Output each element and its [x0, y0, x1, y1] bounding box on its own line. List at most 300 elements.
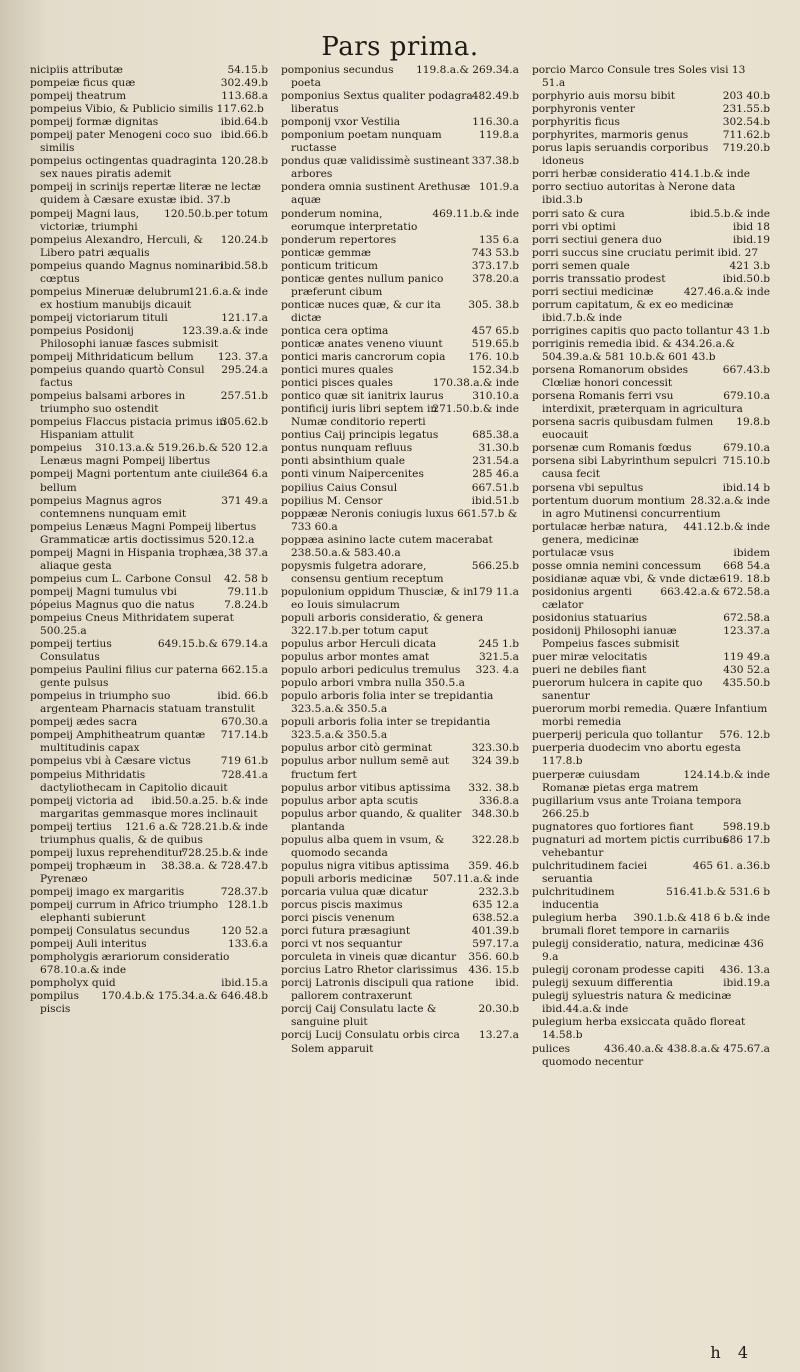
index-entry-text: pugillarium vsus ante Troiana tempora 266.25.b [532, 794, 742, 820]
index-entry-reference: 116.30.a [472, 116, 519, 129]
index-entry [281, 664, 519, 677]
index-entry-text: pugnaturi ad mortem pictis curribus vehebantur [532, 833, 729, 859]
index-entry-text: porci futura præsagiunt [281, 925, 411, 938]
index-entry [532, 664, 770, 677]
index-entry [281, 181, 519, 207]
index-entry-reference: 436.40.a.& 438.8.a.& 475.67.a [604, 1042, 770, 1055]
index-entry [281, 873, 519, 886]
index-entry [532, 612, 770, 625]
index-entry [30, 638, 268, 664]
index-entry-text: pulices quomodo necentur [532, 1042, 644, 1068]
signature-mark: h 4 [710, 1343, 754, 1362]
index-entry-reference: 79.11.b [227, 585, 268, 598]
index-entry-reference: 469.11.b.& inde [432, 207, 519, 220]
index-entry-reference: ibid.50.a.25. b.& inde [151, 794, 268, 807]
index-entry [30, 416, 268, 442]
index-entry-text: pompeij Mithridaticum bellum [30, 351, 194, 364]
index-entry-reference: 711.62.b [722, 129, 770, 142]
index-entry-text: pompeij Magni laus, victoriæ, triumphi [30, 207, 140, 233]
index-entry [281, 455, 519, 468]
index-entry-text: pontici mures quales [281, 364, 394, 377]
index-entry-text: pompeius Lenæus Magni Pompeij libertus Grammaticæ artis doctissimus 520.12.a [30, 520, 257, 546]
index-entry-text: porsena vbi sepultus [532, 481, 644, 494]
index-entry [281, 742, 519, 755]
index-entry [30, 795, 268, 821]
index-entry [281, 377, 519, 390]
index-entry [281, 560, 519, 586]
index-entry [30, 325, 268, 351]
index-entry-text: ponderum repertores [281, 233, 397, 246]
index-entry-text: porculeta in vineis quæ dicantur [281, 951, 457, 964]
index-entry-text: populus arbor montes amat [281, 651, 430, 664]
index-entry-reference: 686 17.b [722, 833, 770, 846]
index-entry [281, 247, 519, 260]
index-entry-text: porcaria vulua quæ dicatur [281, 885, 428, 898]
index-entry-text: pompeius vbi à Cæsare victus [30, 755, 191, 768]
index-entry-text: pompeij trophæum in Pyrenæo [30, 859, 147, 885]
index-entry-reference: 324 39.b [471, 755, 519, 768]
index-entry-text: pontica cera optima [281, 324, 389, 337]
index-entry-reference: 337.38.b [471, 155, 519, 168]
index-entry-reference: 124.14.b.& inde [683, 768, 770, 781]
index-entry-reference: 576. 12.b [719, 729, 770, 742]
index-entry [30, 860, 268, 886]
index-entry-text: pompeius in triumpho suo argenteam Pharnacis statuam transtulit [30, 690, 255, 716]
index-entry [30, 116, 268, 129]
index-entry [532, 286, 770, 299]
index-entry [30, 312, 268, 325]
index-entry [532, 651, 770, 664]
index-entry-text: pulchritudinem faciei seruantia [532, 859, 648, 885]
index-entry-reference: 401.39.b [471, 925, 519, 938]
index-entry-text: pulegij consideratio, natura, medicinæ 436 9.a [532, 938, 764, 964]
index-entry-text: porriginis remedia ibid. & 434.26.a.& 504.39.a.& 581 10.b.& 601 43.b [532, 337, 735, 364]
index-entry-reference: 715.10.b [722, 455, 770, 468]
index-entry-text: porri vbi optimi [532, 220, 616, 233]
index-entry-reference: 176. 10.b [468, 351, 519, 364]
index-entry-reference: 54.15.b [227, 64, 268, 76]
index-entry [30, 690, 268, 716]
index-entry [30, 899, 268, 925]
index-entry-reference: 245 1.b [478, 638, 519, 651]
index-entry-reference: 679.10.a [723, 390, 770, 403]
index-entry-text: ponticæ gentes nullum panico præferunt cibum [281, 272, 444, 298]
index-entry-text: pulegium herba exsiccata quādo floreat 14.58.b [532, 1016, 746, 1042]
index-entry [281, 612, 519, 638]
index-entry-reference: 598.19.b [722, 820, 770, 833]
index-entry [281, 716, 519, 742]
index-entry-text: pompholyx quid [30, 977, 116, 990]
index-entry-reference: 305.62.b [220, 416, 268, 429]
index-entry [30, 925, 268, 938]
page-header-title: Pars prima. [321, 32, 479, 62]
index-entry-reference: 430 52.a [723, 664, 770, 677]
index-entry [532, 142, 770, 168]
index-entry-text: pompeij currum in Africo triumpho elephanti subierunt [30, 899, 219, 925]
index-entry [30, 351, 268, 364]
index-entry-text: porci piscis venenum [281, 912, 395, 925]
index-entry-text: portentum duorum montium in agro Mutinensi concurrentium [532, 494, 721, 520]
index-entry-reference: 285 46.a [472, 468, 519, 481]
index-entry-text: pompeij in scrinijs repertæ literæ ne lectæ quidem à Cæsare exustæ ibid. 37.b [30, 181, 261, 207]
index-entry-text: puerperia duodecim vno abortu egesta 117.8.b [532, 742, 741, 768]
index-entry-reference: 378.20.a [472, 272, 519, 285]
index-entry-text: populus alba quem in vsum, & quomodo secanda [281, 833, 445, 859]
index-entry [30, 103, 268, 116]
index-entry-reference: 302.49.b [220, 77, 268, 90]
index-entry-text: pompeius Cneus Mithridatem superat 500.25.a [30, 611, 234, 638]
index-entry [532, 586, 770, 612]
index-entry-text: puer miræ velocitatis [532, 651, 648, 664]
index-entry [30, 755, 268, 768]
index-entry-text: pompeius octingentas quadraginta sex naues piratis ademit [30, 155, 217, 181]
index-entry-reference: 120.50.b.per totum [164, 207, 268, 220]
index-entry-text: pompeius quando Magnus nominari cœptus [30, 259, 224, 285]
index-entry [532, 482, 770, 495]
index-entry-text: populus arbor vitibus aptissima [281, 781, 451, 794]
index-entry-text: porrigines capitis quo pacto tollantur 43 1.b [532, 324, 770, 337]
index-entry [281, 638, 519, 651]
index-entry-reference: 302.54.b [722, 116, 770, 129]
index-entry-text: pompeij formæ dignitas [30, 116, 159, 129]
index-entry [281, 795, 519, 808]
index-entry [532, 116, 770, 129]
index-entry [532, 455, 770, 481]
index-entry [30, 951, 268, 977]
index-entry-reference: 231.55.b [722, 103, 770, 116]
index-entry-text: porcij Lucij Consulatu orbis circa Solem apparuit [281, 1029, 460, 1055]
index-entry-text: pópeius Magnus quo die natus [30, 598, 195, 611]
index-entry [532, 416, 770, 442]
index-entry-reference: 348.30.b [471, 807, 519, 820]
index-entry [30, 286, 268, 312]
index-entry [532, 390, 770, 416]
index-entry-reference: 310.13.a.& 519.26.b.& 520 12.a [94, 442, 268, 455]
index-entry-text: posidianæ aquæ vbi, & vnde dictæ [532, 572, 720, 585]
index-entry-reference: 135 6.a [478, 233, 519, 246]
index-entry [532, 860, 770, 886]
index-entry-reference: 728.41.a [221, 768, 268, 781]
index-entry [30, 155, 268, 181]
index-entry-text: populus arbor apta scutis [281, 794, 419, 807]
index-entry-reference: 271.50.b.& inde [432, 403, 519, 416]
index-entry-text: populo arbori vmbra nulla 350.5.a [281, 677, 465, 690]
index-entry-reference: 31.30.b [478, 442, 519, 455]
index-entry-text: poppæa asinino lacte cutem macerabat 238.50.a.& 583.40.a [281, 533, 493, 559]
index-entry-text: populi arboris folia inter se trepidantia 323.5.a.& 350.5.a [281, 716, 491, 742]
index-entry-text: pondera omnia sustinent Arethusæ aquæ [281, 181, 471, 207]
index-entry-reference: 121.6 a.& 728.21.b.& inde [125, 820, 268, 833]
index-entry [30, 364, 268, 390]
index-entry-text: puerorum morbi remedia. Quære Infantium morbi remedia [532, 703, 768, 729]
index-entry-reference: 436. 15.b [468, 964, 519, 977]
index-entry-reference: 668 54.a [723, 559, 770, 572]
index-entry [281, 899, 519, 912]
index-entry-text: pomponij vxor Vestilia [281, 116, 401, 129]
index-entry [281, 977, 519, 1003]
index-entry [30, 260, 268, 286]
index-entry-text: ponticæ anates veneno viuunt [281, 337, 443, 350]
index-entry-text: pontus nunquam refluus [281, 442, 413, 455]
index-entry-text: pompeij ædes sacra [30, 716, 138, 729]
index-entry-text: populonium oppidum Thusciæ, & in eo Iouis simulacrum [281, 585, 474, 611]
index-entry [281, 886, 519, 899]
index-entry-reference: 435.50.b [722, 677, 770, 690]
index-entry-text: pompeius Alexandro, Herculi, & Libero patri æqualis [30, 233, 203, 259]
index-entry [532, 208, 770, 221]
index-entry-text: popilius Caius Consul [281, 481, 398, 494]
index-entry-reference: ibid.5.b.& inde [689, 207, 770, 220]
index-entry-text: porri succus sine cruciatu perimit ibid. 27 [532, 246, 759, 259]
index-entry-text: porro sectiuo autoritas à Nerone data ibid.3.b [532, 181, 736, 207]
index-entry-text: porphyrites, marmoris genus [532, 129, 689, 142]
index-entry-text: populus arbor quando, & qualiter plantanda [281, 807, 462, 833]
index-entry [30, 612, 268, 638]
index-entry [532, 795, 770, 821]
index-entry-reference: 305. 38.b [468, 298, 519, 311]
index-entry-reference: 323. 4.a [475, 664, 519, 677]
index-entry-reference: 19.8.b [736, 416, 770, 429]
index-entry-text: pontici maris cancrorum copia [281, 351, 446, 364]
index-entry-text: porsena Romanis ferri vsu interdixit, præterquam in agricultura [532, 390, 743, 416]
index-entry-reference: 310.10.a [472, 390, 519, 403]
index-entry-text: porsena sibi Labyrinthum sepulcri causa fecit [532, 455, 717, 481]
index-entry-text: porsenæ cum Romanis fœdus [532, 442, 692, 455]
index-entry-reference: 128.1.b [227, 899, 268, 911]
index-entry [281, 482, 519, 495]
index-entry-text: pompilus piscis [30, 990, 80, 1016]
index-entry-text: ponti absinthium quale [281, 455, 406, 468]
index-entry-text: pompeij luxus reprehenditur [30, 846, 184, 859]
index-entry-reference: ibid.15.a [221, 977, 268, 990]
index-entry-reference: 373.17.b [471, 259, 519, 272]
index-entry-reference: 133.6.a [227, 938, 268, 951]
index-entry-text: pompeius Mithridatis dactyliothecam in Capitolio dicauit [30, 768, 228, 794]
index-entry-text: porri sectiui genera duo [532, 233, 662, 246]
index-entry-text: pompeij pater Menogeni coco suo similis [30, 129, 212, 155]
index-entry-reference: 371 49.a [221, 494, 268, 507]
index-entry [532, 938, 770, 964]
index-entry-text: pompeij Magni in Hispania trophæa, aliaque gesta [30, 546, 228, 572]
index-columns [30, 64, 770, 1354]
index-entry-reference: ibid.51.b [471, 494, 519, 507]
index-entry-text: posidonius statuarius [532, 611, 648, 624]
index-entry-text: pontici pisces quales [281, 377, 393, 390]
index-entry [532, 769, 770, 795]
index-entry-reference: ibid.66.b [220, 129, 268, 142]
index-entry-text: porsena Romanorum obsides Clœliæ honori concessit [532, 364, 689, 390]
index-entry [30, 664, 268, 690]
index-entry [532, 221, 770, 234]
index-entry [532, 495, 770, 521]
index-entry-reference: 321.5.a [478, 651, 519, 664]
index-entry [281, 403, 519, 429]
index-entry [532, 273, 770, 286]
index-entry-reference: 441.12.b.& inde [683, 520, 770, 533]
index-entry-text: populi arboris consideratio, & genera 322.17.b.per totum caput [281, 611, 484, 638]
index-entry-text: pulegium herba brumali floret tempore in carnariis [532, 912, 730, 938]
index-entry-text: porphyronis venter [532, 103, 635, 116]
index-entry-text: porris transsatio prodest [532, 272, 666, 285]
index-entry [532, 625, 770, 651]
index-column-2 [281, 64, 519, 1354]
index-entry [532, 103, 770, 116]
index-entry-text: popilius M. Censor [281, 494, 383, 507]
index-entry-text: populi arboris medicinæ [281, 872, 413, 885]
index-entry-text: pompeij tertius triumphus qualis, & de quibus [30, 820, 203, 846]
index-entry-text: pompeiæ ficus quæ [30, 77, 136, 90]
index-entry-text: populo arboris folia inter se trepidantia 323.5.a.& 350.5.a [281, 690, 494, 716]
index-entry [532, 442, 770, 455]
index-entry-reference: ibid 18 [732, 220, 770, 233]
index-entry [281, 234, 519, 247]
index-entry [532, 834, 770, 860]
index-entry-text: posse omnia nemini concessum [532, 559, 702, 572]
index-entry-text: populus arbor Herculi dicata [281, 638, 437, 651]
index-entry-text: pompeij imago ex margaritis [30, 885, 185, 898]
index-entry-text: pompeius Mineruæ delubrum ex hostium manubijs dicauit [30, 285, 192, 311]
index-entry-reference: 390.1.b.& 418 6 b.& inde [633, 912, 770, 925]
index-entry-text: pueri ne debiles fiant [532, 664, 647, 677]
index-entry [532, 1043, 770, 1069]
index-entry-text: pompeius balsami arbores in triumpho suo ostendit [30, 390, 186, 416]
index-entry-text: porcij Latronis discipuli qua ratione pallorem contraxerunt [281, 977, 474, 1003]
index-entry-reference: 356. 60.b [468, 951, 519, 964]
index-entry-text: pompeius cum L. Carbone Consul [30, 572, 212, 585]
index-entry [30, 547, 268, 573]
index-entry-reference: 672.58.a [723, 611, 770, 624]
index-column-3 [532, 64, 770, 1354]
index-entry-text: portulacæ vsus [532, 546, 614, 559]
index-entry-reference: 679.10.a [723, 442, 770, 455]
index-column-1 [30, 64, 268, 1354]
index-entry [281, 964, 519, 977]
index-entry-reference: 662.15.a [221, 664, 268, 677]
index-entry [532, 977, 770, 990]
index-entry-text: porcus piscis maximus [281, 899, 403, 911]
index-entry-reference: 743 53.b [471, 246, 519, 259]
index-entry-reference: 465 61. a.36.b [692, 859, 770, 872]
index-entry-text: porri semen quale [532, 259, 630, 272]
index-entry [281, 90, 519, 116]
index-entry-reference: 667.43.b [722, 364, 770, 377]
index-entry-reference: 649.15.b.& 679.14.a [157, 638, 268, 651]
index-entry-reference: ibid.19.a [723, 977, 770, 990]
index-entry-reference: 13.27.a [478, 1029, 519, 1042]
index-entry-reference: ibid.50.b [722, 272, 770, 285]
index-entry [532, 677, 770, 703]
index-entry [30, 129, 268, 155]
index-entry [281, 755, 519, 781]
index-entry [532, 234, 770, 247]
index-entry [30, 586, 268, 599]
index-entry-reference: 482.49.b [471, 90, 519, 103]
index-entry-reference: 170.4.b.& 175.34.a.& 646.48.b [101, 990, 268, 1003]
index-entry-reference: 427.46.a.& inde [683, 285, 770, 298]
index-entry-reference: 121.17.a [221, 311, 268, 324]
index-entry [532, 573, 770, 586]
index-entry [532, 299, 770, 325]
index-entry [281, 390, 519, 403]
index-entry [281, 260, 519, 273]
index-entry [532, 886, 770, 912]
index-entry [281, 351, 519, 364]
index-entry-text: pompeij Consulatus secundus [30, 925, 190, 938]
index-entry-text: pompeij Amphitheatrum quantæ multitudinis capax [30, 729, 206, 755]
index-entry-text: pulegij coronam prodesse capiti [532, 964, 705, 977]
index-entry-text: pompeij victoriarum tituli [30, 311, 168, 324]
index-entry-text: posidonius argenti cælator [532, 585, 632, 611]
index-entry [532, 129, 770, 142]
index-entry-reference: ibid.58.b [220, 259, 268, 272]
index-entry [30, 938, 268, 951]
index-entry-reference: 670.30.a [221, 716, 268, 729]
index-entry-reference: 719 61.b [220, 755, 268, 768]
index-entry [281, 338, 519, 351]
index-entry-reference: 120.28.b [220, 155, 268, 168]
index-entry-reference: 123.37.a [723, 625, 770, 638]
index-entry [281, 429, 519, 442]
index-entry-text: populus nigra vitibus aptissima [281, 859, 450, 872]
index-entry-reference: 152.34.b [471, 364, 519, 377]
index-entry-text: pomponius Sextus qualiter podagra liberatus [281, 90, 473, 116]
index-entry-text: pompeij Auli interitus [30, 938, 147, 951]
index-entry-text: porphyrio auis morsu bibit [532, 90, 676, 103]
index-entry-reference: 597.17.a [472, 938, 519, 951]
index-entry-text: porcius Latro Rhetor clarissimus [281, 964, 458, 977]
index-entry [30, 821, 268, 847]
index-entry-text: portulacæ herbæ natura, genera, medicinæ [532, 520, 668, 546]
index-entry [30, 521, 268, 547]
index-entry [281, 325, 519, 338]
index-entry-reference: ibid.19 [732, 233, 770, 246]
index-entry-text: pulegij sexuum differentia [532, 977, 673, 990]
index-entry [281, 1003, 519, 1029]
index-entry-text: poppææ Neronis coniugis luxus 661.57.b & 733 60.a [281, 507, 518, 533]
index-entry-reference: 566.25.b [471, 559, 519, 572]
index-entry [532, 547, 770, 560]
index-entry [532, 260, 770, 273]
index-entry-text: nicipiis attributæ [30, 64, 123, 76]
index-entry [30, 847, 268, 860]
index-entry [281, 677, 519, 690]
index-entry [30, 442, 268, 468]
index-entry-reference: ibid. 66.b [217, 690, 268, 703]
index-entry-reference: 101.9.a [478, 181, 519, 194]
index-entry-reference: 663.42.a.& 672.58.a [660, 585, 770, 598]
index-entry-text: pompeius Paulini filius cur paterna gente pulsus [30, 664, 218, 690]
index-entry-reference: 38 37.a [227, 546, 268, 559]
index-entry-text: pondus quæ validissimè sustineant arbores [281, 155, 470, 181]
index-entry [30, 234, 268, 260]
index-entry-reference: ibid. [495, 977, 519, 990]
index-entry [281, 834, 519, 860]
index-entry-text: pompeij Magni tumulus vbi [30, 585, 177, 598]
index-entry [532, 90, 770, 103]
index-entry [281, 508, 519, 534]
index-entry-text: pompeij victoria ad margaritas gemmasque mores inclinauit [30, 794, 258, 820]
index-entry-text: porcij Caij Consulatu lacte & sanguine pluit [281, 1003, 437, 1029]
index-entry-reference: 113.68.a [221, 90, 268, 103]
index-entry-text: porri sectiui medicinæ [532, 285, 654, 298]
index-entry [532, 560, 770, 573]
index-entry [532, 742, 770, 768]
index-entry-text: ponticum triticum [281, 259, 378, 272]
index-entry-text: pontico quæ sit ianitrix laurus [281, 390, 444, 403]
index-entry-reference: 322.28.b [471, 833, 519, 846]
index-entry-reference: 121.6.a.& inde [188, 285, 268, 298]
index-entry [532, 912, 770, 938]
